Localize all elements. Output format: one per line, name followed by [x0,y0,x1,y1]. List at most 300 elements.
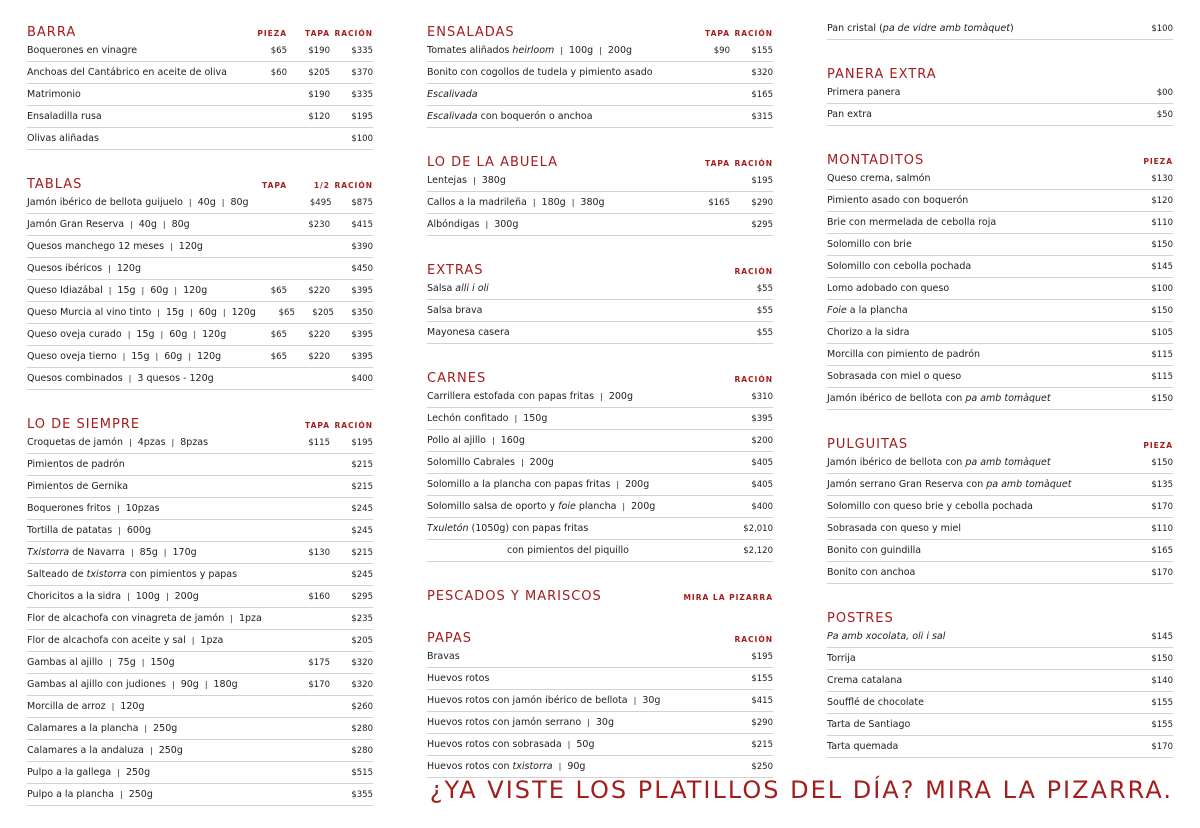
menu-item [827,344,1173,366]
separator-bar: ❘ [155,308,162,317]
item-name-text: Jamón ibérico de bellota con [827,457,966,468]
item-price: $280 [351,723,373,734]
menu-item [427,84,773,106]
menu-item-name [427,717,730,728]
item-name-text: Solomillo con queso brie y cebolla pochada [827,501,1033,512]
item-price: $100 [351,133,373,144]
menu-item [27,432,373,454]
section-title: PULGUITAS [827,437,909,452]
separator-bar: ❘ [163,592,171,601]
item-portion: 120g [202,329,227,340]
menu-item-name [827,653,1130,664]
section-header [27,18,373,40]
menu-item-name [427,673,730,684]
item-name-italic: Txuletón [427,523,469,534]
item-portion: 120g [178,241,203,252]
menu-item [27,718,373,740]
separator-bar: ❘ [158,330,166,339]
menu-item-name [427,479,730,490]
menu-item [427,214,773,236]
item-name-text: Bonito con guindilla [827,545,922,556]
item-price: $55 [756,283,773,294]
menu-item [427,170,773,192]
item-price: $200 [751,435,773,446]
item-portion: 15g [136,329,155,340]
column-header: TAPA [305,421,330,430]
item-name-text: Bravas [427,651,460,662]
item-price: $165 [1151,545,1173,556]
menu-item-name [427,457,730,468]
item-portion: 60g [169,329,188,340]
section-postres [827,604,1173,758]
separator-bar: ❘ [512,414,520,423]
item-price: $405 [751,457,773,468]
menu-item [27,84,373,106]
item-price: $115 [1151,371,1173,382]
item-name-text: Morcilla con pimiento de padrón [827,349,981,360]
separator-bar: ❘ [106,286,114,295]
item-price: $245 [351,569,373,580]
column-header: PIEZA [257,29,287,38]
menu-item [427,192,773,214]
item-name-text: Queso oveja tierno [27,351,117,362]
menu-item-name [427,67,687,78]
section-title: MONTADITOS [827,153,925,168]
separator-bar: ❘ [128,548,136,557]
item-name-text: Jamón ibérico de bellota con [827,393,966,404]
item-name-text: Solomillo con cebolla pochada [827,261,972,272]
menu-item-name [427,413,730,424]
item-portion: 250g [128,789,153,800]
item-portion: 80g [230,197,249,208]
menu-item-name [827,567,1130,578]
item-name-text: Flor de alcachofa con aceite y sal [27,635,186,646]
menu-item-name [27,133,244,144]
item-portion: 250g [125,767,151,778]
item-name-text: Olivas aliñadas [27,133,99,144]
menu-item-name [427,651,730,662]
menu-item-name [427,283,730,294]
section-title: LO DE SIEMPRE [27,417,141,432]
menu-item-name [27,503,287,514]
item-portion: 600g [126,525,152,536]
menu-item [27,740,373,762]
item-name-text: Boquerones fritos [27,503,111,514]
separator-bar: ❘ [569,198,577,207]
item-portion: 200g [608,391,633,402]
item-name-text: Brie con mermelada de cebolla roja [827,217,997,228]
item-price: $60 [270,67,287,78]
item-price: $290 [751,197,773,208]
item-price: $400 [351,373,373,384]
menu-item-name [27,307,256,318]
menu-item [27,258,373,280]
menu-item [427,712,773,734]
section-header [827,604,1173,626]
item-price: $90 [713,45,730,56]
item-portion: 15g [131,351,150,362]
menu-item-name [27,351,244,362]
menu-item [27,542,373,564]
item-price: $205 [308,67,330,78]
column-header: 1/2 [313,181,330,190]
menu-item-name [27,569,287,580]
item-price: $175 [308,657,330,668]
menu-item-name [827,523,1130,534]
separator-bar: ❘ [117,790,125,799]
menu-item [27,696,373,718]
separator-bar: ❘ [120,352,128,361]
separator-bar: ❘ [556,762,564,771]
item-name-text: Calamares a la andaluza [27,745,144,756]
item-name-text: Huevos rotos con sobrasada [427,739,562,750]
item-portion: 150g [523,413,548,424]
menu-item [27,368,373,390]
item-name-text: Solomillo Cabrales [427,457,515,468]
item-price: $405 [751,479,773,490]
item-name-text: Tarta de Santiago [827,719,911,730]
item-price: $315 [751,111,773,122]
item-name-text: con pimientos del piquillo [507,545,629,556]
menu-item-name [827,501,1130,512]
menu-item [827,714,1173,736]
item-name-text: Jamón serrano Gran Reserva con [827,479,987,490]
menu-item [27,324,373,346]
menu-item [827,300,1173,322]
item-name-italic: txistorra [512,761,553,772]
separator-bar: ❘ [128,220,135,229]
section-header [427,582,773,604]
item-name-text: Bonito con anchoa [827,567,916,578]
section-header [827,146,1173,168]
menu-item-name [827,327,1130,338]
section-title: ENSALADAS [427,25,515,40]
item-name-text: Queso Murcia al vino tinto [27,307,152,318]
separator-bar: ❘ [139,658,147,667]
item-name-text: Tortilla de patatas [27,525,113,536]
item-price: $50 [1156,109,1173,120]
menu-item-name [427,89,687,100]
separator-bar: ❘ [470,176,478,185]
item-name-text: Pan extra [827,109,872,120]
section-panera [827,60,1173,126]
menu-item-name [427,435,730,446]
column-header: RACIÓN [734,267,773,276]
item-price: $2,010 [743,523,773,534]
menu-item-name [27,767,287,778]
separator-bar: ❘ [106,658,114,667]
menu-item [827,496,1173,518]
item-portion: 200g [607,45,633,56]
section-header [427,148,773,170]
section-pulguitas [827,430,1173,584]
menu-item-name [27,525,287,536]
section-header [427,18,773,40]
item-name-text: Albóndigas [427,219,480,230]
separator-bar: ❘ [172,286,180,295]
item-name-text: Pan cristal ( [827,23,883,34]
menu-column-3 [827,18,1173,778]
menu-item-name [27,745,287,756]
item-portion: 10pzas [125,503,160,514]
item-price: $395 [751,413,773,424]
separator-bar: ❘ [530,198,538,207]
menu-item-name [27,613,287,624]
item-portion: 170g [172,547,197,558]
item-price: $280 [351,745,373,756]
menu-item-name [827,305,1130,316]
item-name-italic: Escalivada [427,89,478,100]
item-name-text: Anchoas del Cantábrico en aceite de oliva [27,67,227,78]
menu-item [27,454,373,476]
item-name-italic: pa amb tomàquet [986,479,1072,490]
item-price: $290 [751,717,773,728]
menu-item-name [27,263,244,274]
separator-bar: ❘ [139,286,147,295]
item-price: $170 [1151,501,1173,512]
section-title: LO DE LA ABUELA [427,155,559,170]
separator-bar: ❘ [191,330,199,339]
item-price: $245 [351,503,373,514]
menu-item [827,692,1173,714]
separator-bar: ❘ [219,198,227,207]
item-name-text: Choricitos a la sidra [27,591,122,602]
menu-item [27,280,373,302]
item-name-text: Tarta quemada [827,741,899,752]
menu-item-name [427,45,687,56]
menu-item-name [27,67,244,78]
item-price: $2,120 [743,545,773,556]
section-title: PESCADOS Y MARISCOS [427,589,602,604]
item-name-italic: foie [558,501,576,512]
menu-item-name [27,459,287,470]
item-name-text: de Navarra [69,547,125,558]
separator-bar: ❘ [202,680,210,689]
item-portion: 380g [580,197,605,208]
separator-bar: ❘ [160,220,168,229]
section-pan [827,18,1173,40]
menu-item [827,322,1173,344]
item-price: $110 [1151,217,1173,228]
section-extras [427,256,773,344]
menu-item-name [827,87,1130,98]
menu-item-name [427,175,687,186]
section-title: TABLAS [27,177,83,192]
menu-item [827,366,1173,388]
menu-item [827,562,1173,584]
item-name-text: (1050g) con papas fritas [468,523,589,534]
item-price: $215 [351,547,373,558]
item-name-text: Primera panera [827,87,901,98]
menu-item-name [27,789,287,800]
item-portion: 200g [625,479,650,490]
section-carnes [427,364,773,562]
item-name-text: Quesos combinados [27,373,123,384]
menu-item-name [427,197,687,208]
section-barra [27,18,373,150]
item-portion: 120g [183,285,208,296]
menu-item-name [827,631,1130,642]
separator-bar: ❘ [114,504,122,513]
separator-bar: ❘ [125,330,133,339]
item-name-text: ) [1010,23,1014,34]
menu-item-name [827,109,1130,120]
menu-item [827,18,1173,40]
item-name-text: a la plancha [846,305,908,316]
menu-item [27,346,373,368]
menu-item [827,104,1173,126]
section-title: BARRA [27,25,77,40]
separator-bar: ❘ [220,308,228,317]
menu-item-name [827,719,1130,730]
item-price: $220 [308,351,330,362]
item-price: $100 [1151,283,1173,294]
item-price: $170 [1151,567,1173,578]
item-name-text: Jamón Gran Reserva [27,219,125,230]
item-name-text: Flor de alcachofa con vinagreta de jamón [27,613,225,624]
item-name-text: Sobrasada con miel o queso [827,371,962,382]
item-price: $395 [351,285,373,296]
item-portion: 150g [150,657,175,668]
menu-item [27,236,373,258]
column-header: PIEZA [1143,157,1173,166]
menu-item-name [427,739,730,750]
item-name-text: Soufflé de chocolate [827,697,924,708]
column-header: PIEZA [1143,441,1173,450]
column-header: MIRA LA PIZARRA [683,593,773,602]
section-papas [427,624,773,778]
item-price: $335 [351,89,373,100]
item-portion: 40g [138,219,157,230]
item-portion: 30g [595,717,614,728]
menu-item-name [27,701,287,712]
menu-item-name [27,111,244,122]
menu-item-name [827,479,1130,490]
item-name-text: Tomates aliñados [427,45,513,56]
section-lo-de-la-abuela [427,148,773,236]
item-name-text: Quesos ibéricos [27,263,103,274]
item-price: $165 [708,197,730,208]
item-price: $320 [351,679,373,690]
separator-bar: ❘ [483,220,491,229]
menu-item-name [827,217,1130,228]
item-name-text: Ensaladilla rusa [27,111,102,122]
item-price: $215 [751,739,773,750]
separator-bar: ❘ [188,308,195,317]
item-name-text: Jamón ibérico de bellota guijuelo [27,197,183,208]
item-portion: 1pza [200,635,224,646]
menu-item-name [827,195,1130,206]
item-portion: 160g [500,435,525,446]
menu-item [827,388,1173,410]
menu-item [27,520,373,542]
menu-item [27,586,373,608]
item-name-text: Matrimonio [27,89,81,100]
item-portion: 380g [481,175,506,186]
item-name-text: plancha [575,501,617,512]
item-price: $150 [1151,305,1173,316]
daily-specials-banner: ¿YA VISTE LOS PLATILLOS DEL DÍA? MIRA LA PIZARRA. [429,776,1173,804]
item-name-italic: pa amb tomàquet [965,393,1051,404]
item-name-text: Calamares a la plancha [27,723,139,734]
menu-item [427,474,773,496]
menu-item [27,192,373,214]
item-price: $450 [351,263,373,274]
item-name-text: Mayonesa casera [427,327,510,338]
menu-item-name [27,329,244,340]
item-price: $65 [270,285,287,296]
menu-item [827,736,1173,758]
item-portion: 75g [117,657,136,668]
section-pescados [427,582,773,604]
item-name-text: Queso oveja curado [27,329,122,340]
menu-item [27,476,373,498]
item-name-text: Huevos rotos con jamón ibérico de bellota [427,695,628,706]
item-price: $190 [308,45,330,56]
item-name-text: Solomillo a la plancha con papas fritas [427,479,611,490]
menu-item [827,278,1173,300]
item-price: $65 [270,351,287,362]
item-price: $55 [756,305,773,316]
menu-item-name [827,23,1130,34]
item-price: $170 [1151,741,1173,752]
menu-item [427,540,773,562]
item-price: $150 [1151,653,1173,664]
item-price: $220 [308,329,330,340]
item-portion: 200g [529,457,554,468]
item-price: $875 [351,197,373,208]
column-header: TAPA [262,181,287,190]
menu-item [827,190,1173,212]
menu-item-name [427,695,730,706]
separator-bar: ❘ [125,592,132,601]
separator-bar: ❘ [169,680,177,689]
item-price: $245 [351,525,373,536]
item-price: $495 [309,197,332,208]
menu-item [827,648,1173,670]
item-portion: 100g [569,45,594,56]
item-portion: 90g [567,761,586,772]
item-price: $130 [308,547,330,558]
item-price: $155 [1151,697,1173,708]
column-header: RACIÓN [734,159,773,168]
menu-item-name [27,373,244,384]
item-name-text: Pimientos de padrón [27,459,125,470]
item-portion: 120g [116,263,141,274]
item-price: $215 [351,459,373,470]
item-price: $390 [351,241,373,252]
item-portion: 120g [231,307,256,318]
item-price: $310 [751,391,773,402]
section-title: PANERA EXTRA [827,67,937,82]
item-price: $115 [1151,349,1173,360]
menu-item-name [27,45,244,56]
menu-item-name [427,219,687,230]
item-price: $150 [1151,239,1173,250]
section-lo-de-siempre [27,410,373,806]
menu-item-name [827,741,1130,752]
item-price: $260 [351,701,373,712]
menu-item [427,106,773,128]
item-price: $320 [351,657,373,668]
item-portion: 15g [165,307,185,318]
item-portion: 250g [158,745,183,756]
menu-item-name [27,437,287,448]
section-title: EXTRAS [427,263,484,278]
item-price: $160 [308,591,330,602]
item-name-text: Queso crema, salmón [827,173,931,184]
menu-column-2 [427,18,773,798]
